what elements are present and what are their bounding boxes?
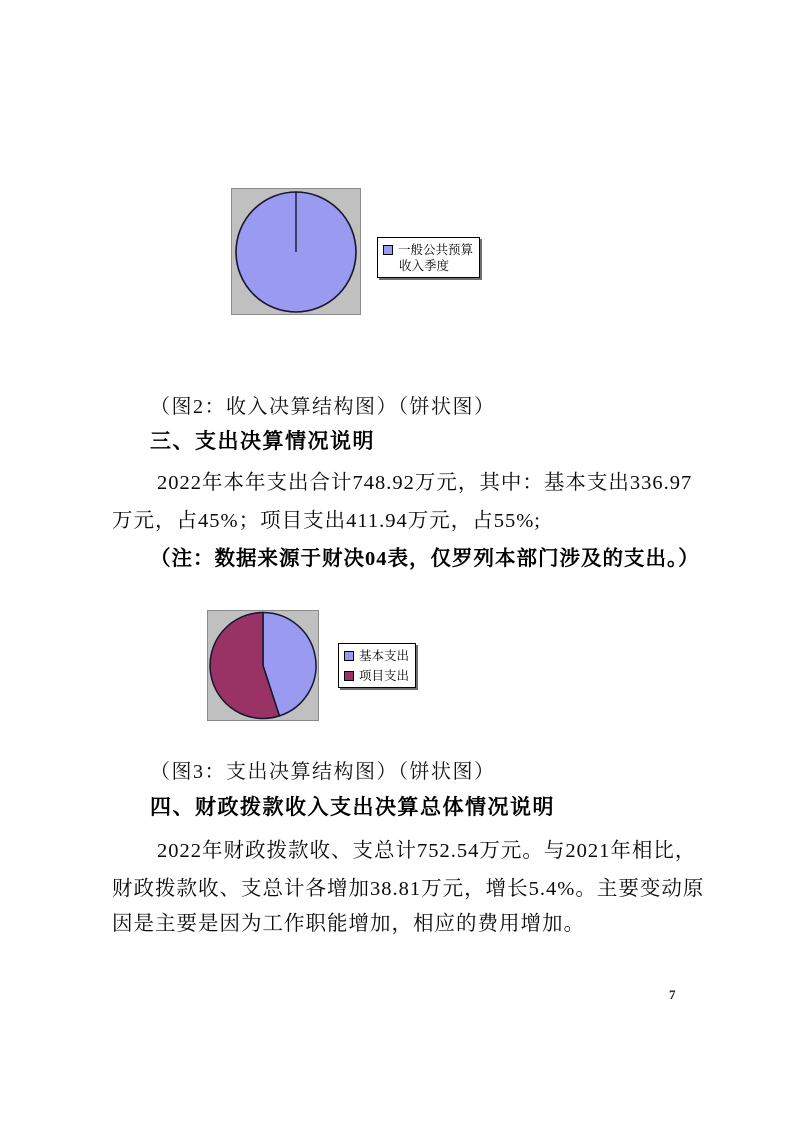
- section4-paragraph-line3: 因是主要是因为工作职能增加，相应的费用增加。: [112, 913, 585, 935]
- figure3-caption: （图3：支出决算结构图）（饼状图）: [150, 761, 496, 783]
- legend-swatch-icon: [344, 651, 354, 661]
- figure3-legend-row-project: [344, 668, 409, 684]
- section3-note: （注：数据来源于财决04表，仅罗列本部门涉及的支出。）: [150, 548, 700, 570]
- figure2-plot-area: [231, 188, 361, 315]
- figure3-legend: [338, 643, 416, 688]
- section3-heading: 三、支出决算情况说明: [150, 430, 375, 453]
- figure2-legend-label-line1: 一般公共预算: [398, 243, 474, 257]
- figure3-legend-label-project: 项目支出: [359, 669, 410, 683]
- legend-swatch-purple: [345, 652, 354, 661]
- figure2-legend-row: [383, 242, 473, 258]
- legend-swatch-purple: [384, 246, 393, 255]
- section4-paragraph-line1: 2022年财政拨款收、支总计752.54万元。与2021年相比，: [157, 840, 697, 862]
- figure2-pie-chart: [232, 189, 360, 314]
- figure2-caption: （图2：收入决算结构图）（饼状图）: [150, 396, 496, 418]
- legend-swatch-icon: [383, 245, 393, 255]
- section4-paragraph-line2: 财政拨款收、支总计各增加38.81万元，增长5.4%。主要变动原: [112, 878, 705, 900]
- figure3-pie-chart: [208, 611, 318, 720]
- section3-paragraph-line1: 2022年本年支出合计748.92万元，其中：基本支出336.97: [157, 472, 693, 494]
- figure3-legend-row-basic: [344, 648, 409, 664]
- figure3-legend-label-basic: 基本支出: [359, 649, 410, 663]
- figure2-legend: [377, 237, 480, 278]
- section3-paragraph-line2: 万元，占45%；项目支出411.94万元，占55%;: [112, 510, 541, 532]
- legend-swatch-maroon: [345, 672, 354, 681]
- figure3-plot-area: [207, 610, 319, 721]
- legend-swatch-icon: [344, 671, 354, 681]
- page-number: 7: [669, 987, 676, 1002]
- section4-heading: 四、财政拨款收入支出决算总体情况说明: [150, 796, 555, 819]
- figure2-legend-label-line2: 收入季度: [399, 259, 450, 273]
